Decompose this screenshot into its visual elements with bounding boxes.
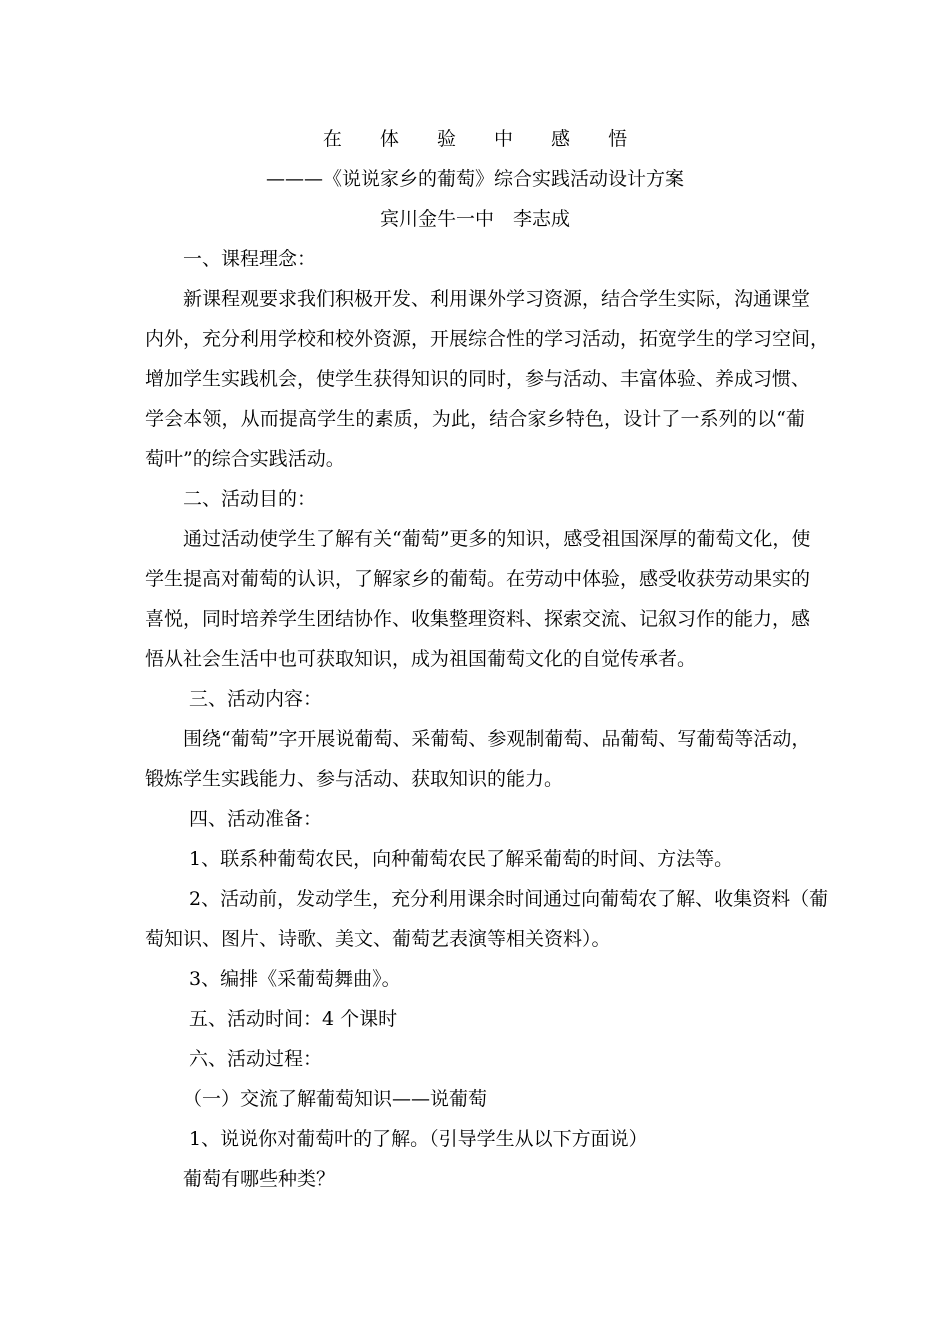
paragraph-line: 悟从社会生活中也可获取知识，成为祖国葡萄文化的自觉传承者。: [145, 648, 697, 670]
section-heading-5: 五、活动时间：4 个课时: [189, 1008, 398, 1030]
list-item: 3、编排《采葡萄舞曲》。: [189, 968, 401, 990]
document-title: 在 体 验 中 感 悟: [322, 128, 644, 150]
paragraph-line: 学生提高对葡萄的认识，了解家乡的葡萄。在劳动中体验，感受收获劳动果实的: [145, 568, 811, 590]
document-subtitle: ———《说说家乡的葡萄》综合实践活动设计方案: [265, 168, 684, 190]
paragraph-line: 喜悦，同时培养学生团结协作、收集整理资料、探索交流、记叙习作的能力，感: [145, 608, 811, 630]
section-heading-2: 二、活动目的：: [183, 488, 317, 510]
paragraph-line: 内外，充分利用学校和校外资源，开展综合性的学习活动，拓宽学生的学习空间，: [145, 328, 830, 350]
list-item: 1、说说你对葡萄叶的了解。（引导学生从以下方面说）: [189, 1128, 648, 1150]
paragraph-line: 通过活动使学生了解有关“葡萄”更多的知识，感受祖国深厚的葡萄文化，使: [183, 528, 811, 550]
section-heading-3: 三、活动内容：: [189, 688, 323, 710]
paragraph-line: 锻炼学生实践能力、参与活动、获取知识的能力。: [145, 768, 564, 790]
paragraph-line: 萄叶”的综合实践活动。: [145, 448, 345, 470]
paragraph-line: 葡萄有哪些种类？: [183, 1168, 336, 1190]
paragraph-line: 增加学生实践机会，使学生获得知识的同时，参与活动、丰富体验、养成习惯、: [145, 368, 811, 390]
paragraph-line: 学会本领，从而提高学生的素质，为此，结合家乡特色，设计了一系列的以“葡: [145, 408, 805, 430]
list-item: 2、活动前，发动学生，充分利用课余时间通过向葡萄农了解、收集资料（葡: [189, 888, 829, 910]
list-item: 1、联系种葡萄农民，向种葡萄农民了解采葡萄的时间、方法等。: [189, 848, 734, 870]
list-item-continuation: 萄知识、图片、诗歌、美文、葡萄艺表演等相关资料）。: [145, 928, 611, 950]
paragraph-line: 围绕“葡萄”字开展说葡萄、采葡萄、参观制葡萄、品葡萄、写葡萄等活动，: [183, 728, 811, 750]
section-heading-6: 六、活动过程：: [189, 1048, 323, 1070]
section-heading-4: 四、活动准备：: [189, 808, 323, 830]
paragraph-line: 新课程观要求我们积极开发、利用课外学习资源，结合学生实际，沟通课堂: [183, 288, 811, 310]
section-heading-1: 一、课程理念：: [183, 248, 317, 270]
subsection-heading: （一）交流了解葡萄知识——说葡萄: [183, 1088, 488, 1110]
document-author: 宾川金牛一中 李志成: [379, 208, 570, 230]
